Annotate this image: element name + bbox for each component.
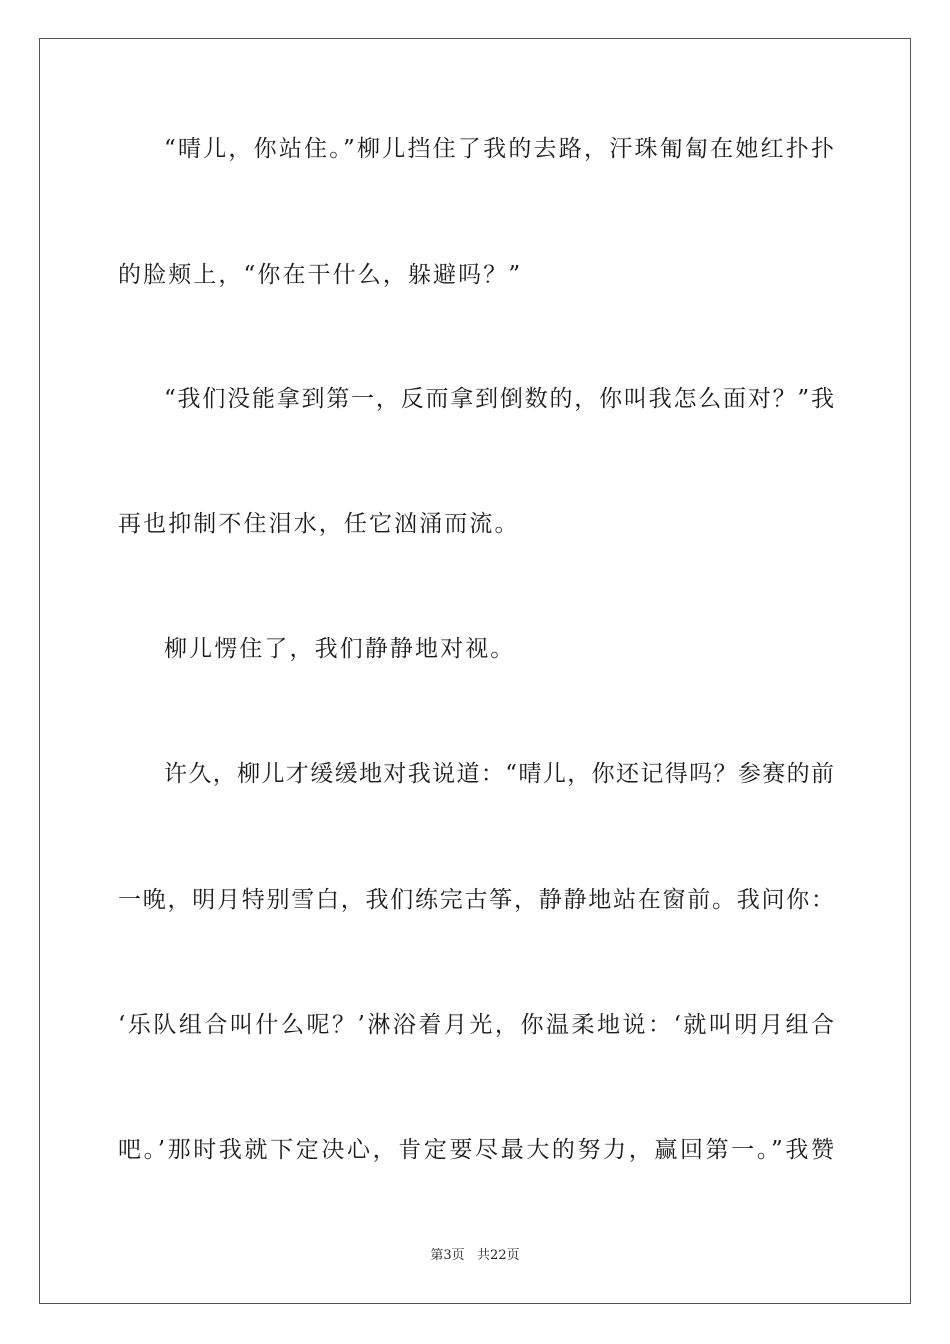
paragraph-line: “我们没能拿到第一，反而拿到倒数的，你叫我怎么面对？”我 <box>164 386 834 412</box>
paragraph-line: ‘乐队组合叫什么呢？’淋浴着月光，你温柔地说：‘就叫明月组合 <box>118 1012 834 1038</box>
paragraph-line: 吧。’那时我就下定决心，肯定要尽最大的努力，赢回第一。”我赞 <box>118 1137 834 1163</box>
paragraph-line: 的脸颊上，“你在干什么，躲避吗？” <box>118 262 523 288</box>
paragraph-line: 柳儿愣住了，我们静静地对视。 <box>164 636 516 662</box>
page-number-footer: 第3页 共22页 <box>430 1248 520 1263</box>
paragraph-line: “晴儿，你站住。”柳儿挡住了我的去路，汗珠匍匐在她红扑扑 <box>164 136 834 162</box>
paragraph-line: 再也抑制不住泪水，任它汹涌而流。 <box>118 511 520 537</box>
paragraph-line: 一晚，明月特别雪白，我们练完古筝，静静地站在窗前。我问你： <box>118 887 834 913</box>
page-border <box>39 38 911 1304</box>
paragraph-line: 许久，柳儿才缓缓地对我说道：“晴儿，你还记得吗？参赛的前 <box>164 761 834 787</box>
